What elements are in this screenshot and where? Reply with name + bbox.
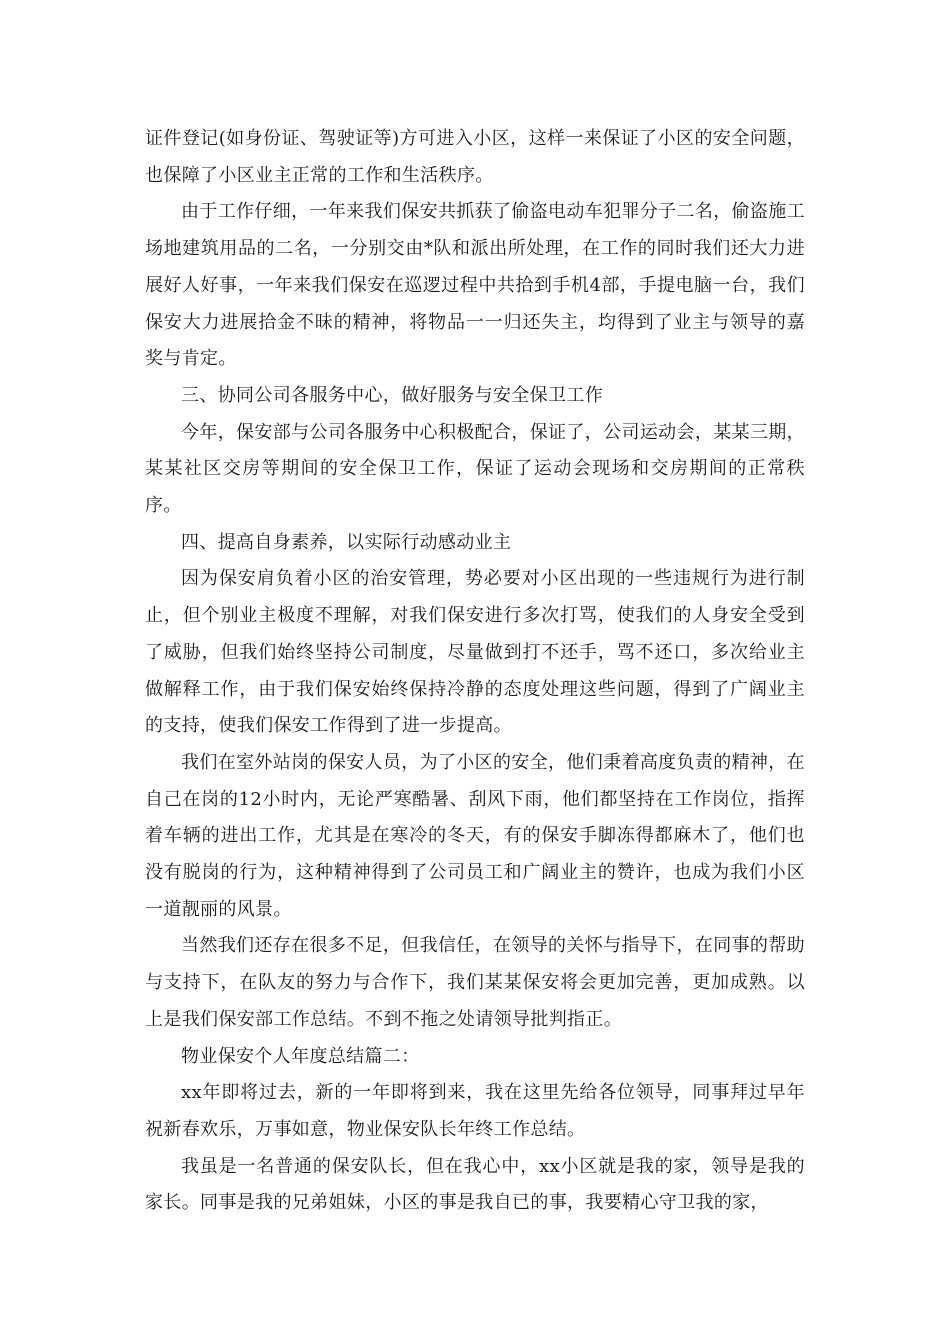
- section-heading: 四、提高自身素养，以实际行动感动业主: [181, 531, 512, 553]
- article-title: 物业保安个人年度总结篇二：: [181, 1045, 420, 1067]
- section-heading: 三、协同公司各服务中心，做好服务与安全保卫工作: [181, 384, 604, 406]
- paragraph: 由于工作仔细，一年来我们保安共抓获了偷盗电动车犯罪分子二名，偷盗施工场地建筑用品的二名，一分别交由*队和派出所处理，在工作的同时我们还大力进展好人好事，一年来我们保安在巡逻过程中共拾到手机4部，手提电脑一台，我们保安大力进展拾金不昧的精神，将物品一一归还失主，均得到了业主与领导的嘉奖与肯定。: [145, 201, 805, 370]
- paragraph: 因为保安肩负着小区的治安管理，势必要对小区出现的一些违规行为进行制止，但个别业主极度不理解，对我们保安进行多次打骂，使我们的人身安全受到了威胁，但我们始终坚持公司制度，尽量做到打不还手，骂不还口，多次给业主做解释工作，由于我们保安始终保持冷静的态度处理这些问题，得到了广阔业主的支持，使我们保安工作得到了进一步提高。: [145, 568, 805, 737]
- paragraph: xx年即将过去，新的一年即将到来，我在这里先给各位领导，同事拜过早年祝新春欢乐，万事如意，物业保安队长年终工作总结。: [145, 1082, 805, 1140]
- paragraph: 今年，保安部与公司各服务中心积极配合，保证了，公司运动会，某某三期，某某社区交房等期间的安全保卫工作，保证了运动会现场和交房期间的正常秩序。: [145, 421, 805, 517]
- document-body: [145, 121, 805, 1222]
- paragraph: 当然我们还存在很多不足，但我信任，在领导的关怀与指导下，在同事的帮助与支持下，在队友的努力与合作下，我们某某保安将会更加完善，更加成熟。以上是我们保安部工作总结。不到不拖之处请领导批判指正。: [145, 935, 805, 1030]
- paragraph: 我们在室外站岗的保安人员，为了小区的安全，他们秉着高度负责的精神，在自己在岗的12小时内，无论严寒酷暑、刮风下雨，他们都坚持在工作岗位，指挥着车辆的进出工作，尤其是在寒冷的冬天，有的保安手脚冻得都麻木了，他们也没有脱岗的行为，这种精神得到了公司员工和广阔业主的赞许，也成为我们小区一道靓丽的风景。: [145, 751, 805, 920]
- paragraph: 我虽是一名普通的保安队长，但在我心中，xx小区就是我的家，领导是我的家长。同事是我的兄弟姐妹，小区的事是我自已的事，我要精心守卫我的家，: [145, 1155, 805, 1214]
- paragraph-continuation: 证件登记(如身份证、驾驶证等)方可进入小区，这样一来保证了小区的安全问题，也保障了小区业主正常的工作和生活秩序。: [145, 128, 805, 186]
